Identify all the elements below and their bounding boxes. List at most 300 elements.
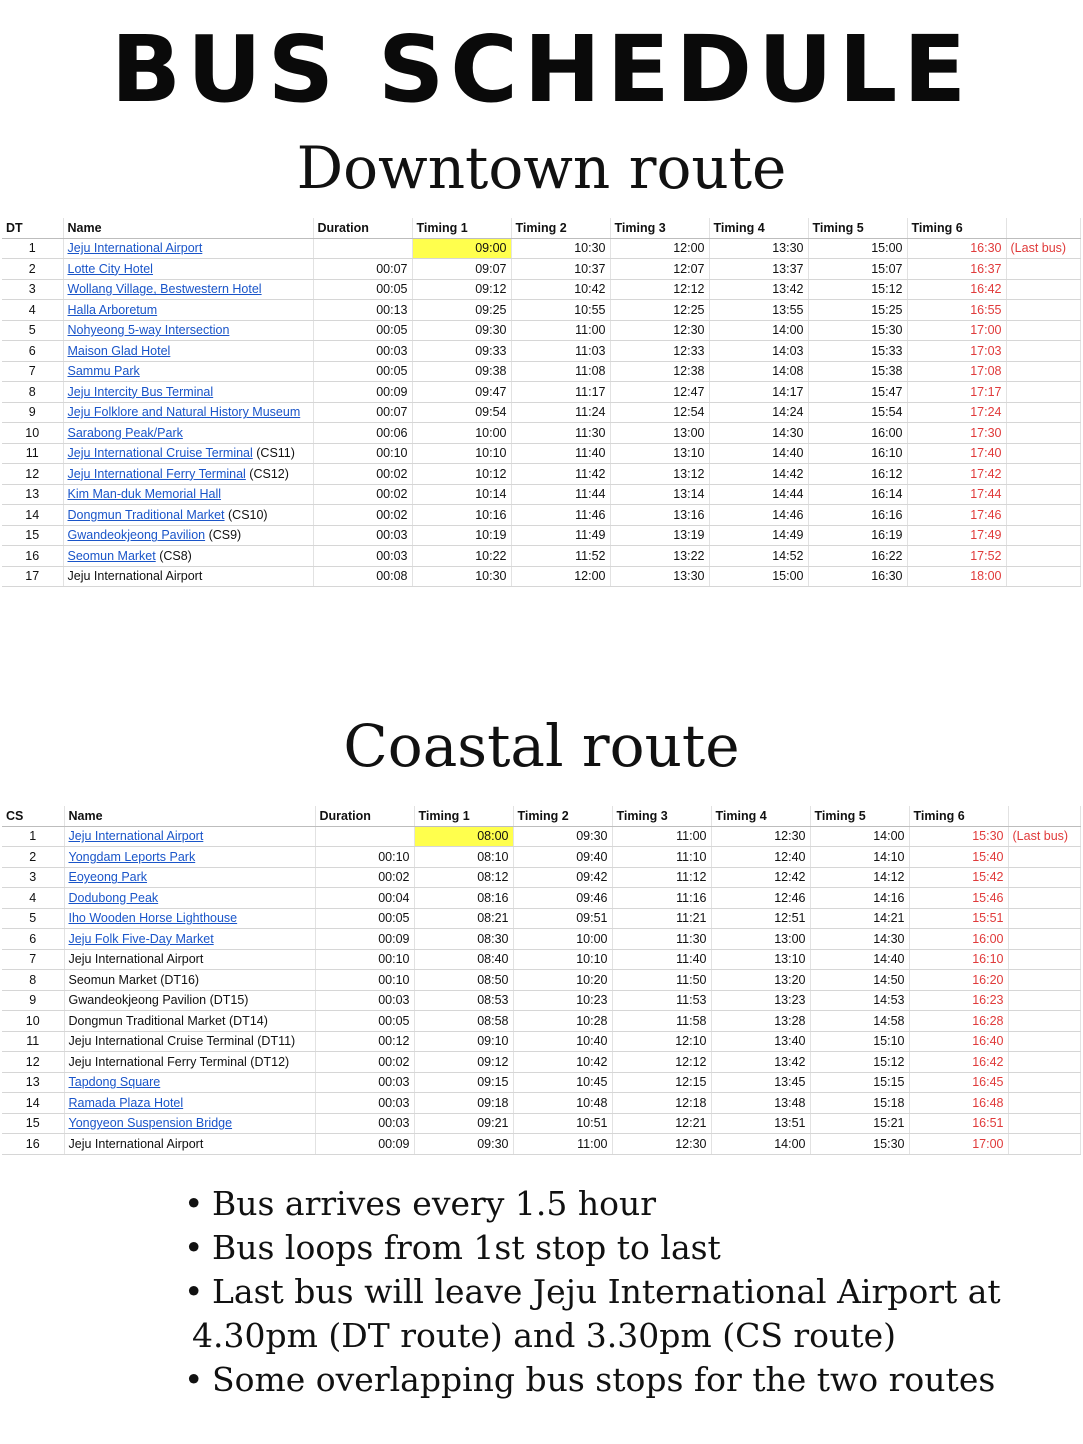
timing-cell: 17:42 bbox=[907, 464, 1006, 485]
stop-link[interactable]: Jeju Folk Five-Day Market bbox=[68, 931, 214, 946]
coastal-route-title: Coastal route bbox=[343, 712, 740, 780]
timing-cell: 12:33 bbox=[610, 341, 709, 362]
timing-cell: 10:20 bbox=[513, 970, 612, 991]
timing-cell: 14:30 bbox=[709, 423, 808, 444]
timing-cell: 13:23 bbox=[711, 990, 810, 1011]
stop-link[interactable]: Maison Glad Hotel bbox=[67, 343, 171, 358]
stop-link[interactable]: Tapdong Square bbox=[68, 1075, 161, 1090]
timing-cell: 13:10 bbox=[610, 443, 709, 464]
duration-cell: 00:05 bbox=[315, 1011, 414, 1032]
column-header-spacer bbox=[1008, 806, 1080, 826]
stop-name-cell bbox=[64, 1011, 315, 1032]
stop-link[interactable]: Jeju International Cruise Terminal bbox=[67, 446, 253, 461]
stop-name-cell bbox=[64, 888, 315, 909]
stop-name-cell bbox=[64, 867, 315, 888]
stop-link[interactable]: Wollang Village, Bestwestern Hotel bbox=[67, 282, 262, 297]
timing-cell: 16:12 bbox=[808, 464, 907, 485]
last-bus-note: (Last bus) bbox=[1008, 826, 1080, 847]
stop-name: Jeju International Cruise Terminal (DT11) bbox=[68, 1034, 296, 1049]
timing-cell: 12:12 bbox=[610, 279, 709, 300]
timing-cell: 14:24 bbox=[709, 402, 808, 423]
timing-cell: 10:00 bbox=[513, 929, 612, 950]
timing-cell: 13:40 bbox=[711, 1031, 810, 1052]
duration-cell: 00:10 bbox=[315, 970, 414, 991]
timing-cell: 10:42 bbox=[513, 1052, 612, 1073]
table-row bbox=[2, 847, 1080, 868]
duration-cell: 00:10 bbox=[315, 847, 414, 868]
column-header: Timing 2 bbox=[513, 806, 612, 826]
duration-cell: 00:12 bbox=[315, 1031, 414, 1052]
timing-cell: 13:37 bbox=[709, 259, 808, 280]
stop-link[interactable]: Yongyeon Suspension Bridge bbox=[68, 1116, 233, 1131]
timing-cell: 09:18 bbox=[414, 1093, 513, 1114]
timing-cell: 14:16 bbox=[810, 888, 909, 909]
timing-cell: 14:00 bbox=[711, 1134, 810, 1155]
stop-link[interactable]: Eoyeong Park bbox=[68, 870, 148, 885]
table-row bbox=[2, 1011, 1080, 1032]
stop-link[interactable]: Dongmun Traditional Market bbox=[67, 507, 225, 522]
duration-cell: 00:03 bbox=[315, 990, 414, 1011]
stop-code: (CS11) bbox=[252, 446, 295, 461]
timing-cell: 12:07 bbox=[610, 259, 709, 280]
timing-cell: 13:14 bbox=[610, 484, 709, 505]
timing-cell: 09:46 bbox=[513, 888, 612, 909]
empty-cell bbox=[1006, 382, 1080, 403]
timing-cell: 15:12 bbox=[810, 1052, 909, 1073]
timing-cell: 17:00 bbox=[907, 320, 1006, 341]
timing-cell: 13:55 bbox=[709, 300, 808, 321]
stop-number: 4 bbox=[2, 300, 63, 321]
timing-cell: 13:51 bbox=[711, 1113, 810, 1134]
table-row bbox=[2, 238, 1080, 259]
timing-cell: 17:40 bbox=[907, 443, 1006, 464]
column-header: Timing 2 bbox=[511, 218, 610, 238]
empty-cell bbox=[1006, 259, 1080, 280]
duration-cell: 00:02 bbox=[315, 1052, 414, 1073]
empty-cell bbox=[1008, 1113, 1080, 1134]
column-header: Duration bbox=[315, 806, 414, 826]
timing-cell: 10:42 bbox=[511, 279, 610, 300]
duration-cell: 00:03 bbox=[313, 525, 412, 546]
timing-cell: 14:53 bbox=[810, 990, 909, 1011]
timing-cell: 16:20 bbox=[909, 970, 1008, 991]
stop-link[interactable]: Nohyeong 5-way Intersection bbox=[67, 323, 230, 338]
stop-name-cell bbox=[64, 929, 315, 950]
timing-cell: 10:10 bbox=[513, 949, 612, 970]
stop-link[interactable]: Jeju Folklore and Natural History Museum bbox=[67, 405, 301, 420]
table-row bbox=[2, 259, 1080, 280]
timing-cell: 10:55 bbox=[511, 300, 610, 321]
empty-cell bbox=[1006, 566, 1080, 587]
timing-cell: 11:50 bbox=[612, 970, 711, 991]
timing-cell: 08:53 bbox=[414, 990, 513, 1011]
stop-number: 9 bbox=[2, 990, 64, 1011]
duration-cell: 00:09 bbox=[313, 382, 412, 403]
timing-cell: 16:28 bbox=[909, 1011, 1008, 1032]
timing-cell: 14:30 bbox=[810, 929, 909, 950]
stop-number: 5 bbox=[2, 320, 63, 341]
downtown-route-title: Downtown route bbox=[296, 134, 787, 202]
table-row bbox=[2, 1093, 1080, 1114]
timing-cell: 15:40 bbox=[909, 847, 1008, 868]
stop-name-cell bbox=[64, 970, 315, 991]
timing-cell: 13:42 bbox=[711, 1052, 810, 1073]
stop-link[interactable]: Kim Man-duk Memorial Hall bbox=[67, 487, 222, 502]
table-row bbox=[2, 970, 1080, 991]
timing-cell: 14:00 bbox=[709, 320, 808, 341]
column-header: Timing 1 bbox=[412, 218, 511, 238]
stop-name-cell bbox=[63, 238, 313, 259]
stop-name-cell bbox=[64, 1052, 315, 1073]
timing-cell: 11:40 bbox=[612, 949, 711, 970]
stop-number: 1 bbox=[2, 238, 63, 259]
coastal-schedule-table bbox=[2, 806, 1081, 1155]
timing-cell: 13:19 bbox=[610, 525, 709, 546]
timing-cell: 12:00 bbox=[610, 238, 709, 259]
stop-number: 17 bbox=[2, 566, 63, 587]
timing-cell: 09:12 bbox=[414, 1052, 513, 1073]
duration-cell: 00:06 bbox=[313, 423, 412, 444]
timing-cell: 10:23 bbox=[513, 990, 612, 1011]
stop-name: Gwandeokjeong Pavilion (DT15) bbox=[68, 993, 249, 1008]
timing-cell: 15:30 bbox=[810, 1134, 909, 1155]
table-row bbox=[2, 949, 1080, 970]
table-row bbox=[2, 279, 1080, 300]
timing-cell: 17:24 bbox=[907, 402, 1006, 423]
timing-cell: 14:49 bbox=[709, 525, 808, 546]
timing-cell: 09:51 bbox=[513, 908, 612, 929]
table-row bbox=[2, 525, 1080, 546]
empty-cell bbox=[1006, 423, 1080, 444]
column-header: Timing 4 bbox=[709, 218, 808, 238]
empty-cell bbox=[1008, 970, 1080, 991]
duration-cell: 00:13 bbox=[313, 300, 412, 321]
stop-link[interactable]: Sarabong Peak/Park bbox=[67, 425, 183, 440]
stop-number: 15 bbox=[2, 525, 63, 546]
duration-cell: 00:03 bbox=[313, 546, 412, 567]
empty-cell bbox=[1008, 888, 1080, 909]
stop-name-cell bbox=[64, 1093, 315, 1114]
timing-cell: 11:53 bbox=[612, 990, 711, 1011]
empty-cell bbox=[1006, 320, 1080, 341]
table-row bbox=[2, 1113, 1080, 1134]
timing-cell: 12:47 bbox=[610, 382, 709, 403]
timing-cell: 13:12 bbox=[610, 464, 709, 485]
timing-cell: 10:40 bbox=[513, 1031, 612, 1052]
stop-code: (CS9) bbox=[205, 528, 242, 543]
duration-cell: 00:02 bbox=[313, 484, 412, 505]
stop-name-cell bbox=[63, 505, 313, 526]
timing-cell: 12:54 bbox=[610, 402, 709, 423]
table-row bbox=[2, 423, 1080, 444]
empty-cell bbox=[1006, 443, 1080, 464]
timing-cell: 14:58 bbox=[810, 1011, 909, 1032]
timing-cell: 16:16 bbox=[808, 505, 907, 526]
table-row bbox=[2, 929, 1080, 950]
note-item: • Bus loops from 1st stop to last bbox=[184, 1226, 1064, 1270]
timing-cell: 15:25 bbox=[808, 300, 907, 321]
stop-name-cell bbox=[63, 259, 313, 280]
empty-cell bbox=[1008, 1072, 1080, 1093]
timing-cell: 16:37 bbox=[907, 259, 1006, 280]
stop-name-cell bbox=[63, 423, 313, 444]
stop-number: 6 bbox=[2, 929, 64, 950]
duration-cell: 00:10 bbox=[313, 443, 412, 464]
timing-cell: 11:46 bbox=[511, 505, 610, 526]
timing-cell: 11:42 bbox=[511, 464, 610, 485]
timing-cell: 09:38 bbox=[412, 361, 511, 382]
stop-number: 15 bbox=[2, 1113, 64, 1134]
stop-number: 8 bbox=[2, 382, 63, 403]
timing-cell: 15:15 bbox=[810, 1072, 909, 1093]
table-row bbox=[2, 484, 1080, 505]
timing-cell: 10:12 bbox=[412, 464, 511, 485]
stop-link[interactable]: Sammu Park bbox=[67, 364, 140, 379]
stop-link[interactable]: Yongdam Leports Park bbox=[68, 849, 196, 864]
stop-number: 13 bbox=[2, 1072, 64, 1093]
timing-cell: 14:10 bbox=[810, 847, 909, 868]
stop-code: (CS8) bbox=[155, 548, 192, 563]
timing-cell: 12:12 bbox=[612, 1052, 711, 1073]
stop-number: 13 bbox=[2, 484, 63, 505]
timing-cell: 10:14 bbox=[412, 484, 511, 505]
stop-link[interactable]: Lotte City Hotel bbox=[67, 261, 153, 276]
timing-cell: 10:16 bbox=[412, 505, 511, 526]
timing-cell: 12:40 bbox=[711, 847, 810, 868]
timing-cell: 12:25 bbox=[610, 300, 709, 321]
stop-name-cell bbox=[63, 546, 313, 567]
timing-cell: 12:38 bbox=[610, 361, 709, 382]
timing-cell: 11:58 bbox=[612, 1011, 711, 1032]
timing-cell: 09:42 bbox=[513, 867, 612, 888]
timing-cell: 11:00 bbox=[612, 826, 711, 847]
timing-cell: 16:10 bbox=[808, 443, 907, 464]
timing-cell: 12:30 bbox=[711, 826, 810, 847]
timing-cell: 11:30 bbox=[511, 423, 610, 444]
timing-cell: 09:54 bbox=[412, 402, 511, 423]
stop-link[interactable]: Iho Wooden Horse Lighthouse bbox=[68, 911, 238, 926]
empty-cell bbox=[1008, 1134, 1080, 1155]
stop-name-cell bbox=[64, 990, 315, 1011]
timing-cell: 16:00 bbox=[909, 929, 1008, 950]
stop-name-cell bbox=[64, 1031, 315, 1052]
stop-number: 3 bbox=[2, 867, 64, 888]
timing-cell: 09:07 bbox=[412, 259, 511, 280]
table-row bbox=[2, 464, 1080, 485]
timing-cell: 11:21 bbox=[612, 908, 711, 929]
stop-link[interactable]: Seomun Market bbox=[67, 548, 156, 563]
stop-link[interactable]: Gwandeokjeong Pavilion bbox=[67, 528, 206, 543]
timing-cell: 17:44 bbox=[907, 484, 1006, 505]
stop-name-cell bbox=[63, 484, 313, 505]
timing-cell: 09:15 bbox=[414, 1072, 513, 1093]
timing-cell: 08:50 bbox=[414, 970, 513, 991]
timing-cell: 16:42 bbox=[907, 279, 1006, 300]
timing-cell: 11:49 bbox=[511, 525, 610, 546]
timing-cell: 08:10 bbox=[414, 847, 513, 868]
stop-name-cell bbox=[64, 847, 315, 868]
timing-cell: 16:22 bbox=[808, 546, 907, 567]
stop-name-cell bbox=[63, 382, 313, 403]
timing-cell: 12:00 bbox=[511, 566, 610, 587]
timing-cell: 16:48 bbox=[909, 1093, 1008, 1114]
stop-link[interactable]: Jeju International Airport bbox=[68, 829, 204, 844]
stop-link[interactable]: Jeju Intercity Bus Terminal bbox=[67, 384, 214, 399]
note-item: • Last bus will leave Jeju International Airport at bbox=[184, 1270, 1064, 1314]
stop-number: 5 bbox=[2, 908, 64, 929]
bullet-icon: • bbox=[184, 1228, 204, 1267]
timing-cell: 16:55 bbox=[907, 300, 1006, 321]
timing-cell: 13:30 bbox=[709, 238, 808, 259]
bullet-icon: • bbox=[184, 1272, 204, 1311]
column-header: Timing 5 bbox=[808, 218, 907, 238]
stop-number: 16 bbox=[2, 546, 63, 567]
timing-cell: 16:00 bbox=[808, 423, 907, 444]
table-row bbox=[2, 1031, 1080, 1052]
duration-cell: 00:03 bbox=[315, 1072, 414, 1093]
timing-cell: 14:21 bbox=[810, 908, 909, 929]
duration-cell bbox=[313, 238, 412, 259]
duration-cell: 00:02 bbox=[315, 867, 414, 888]
table-row bbox=[2, 320, 1080, 341]
timing-cell: 09:30 bbox=[414, 1134, 513, 1155]
column-header: Name bbox=[64, 806, 315, 826]
timing-cell: 15:07 bbox=[808, 259, 907, 280]
duration-cell: 00:08 bbox=[313, 566, 412, 587]
empty-cell bbox=[1008, 1052, 1080, 1073]
table-row bbox=[2, 341, 1080, 362]
duration-cell: 00:05 bbox=[313, 361, 412, 382]
timing-cell: 16:14 bbox=[808, 484, 907, 505]
timing-cell: 14:12 bbox=[810, 867, 909, 888]
column-header: Duration bbox=[313, 218, 412, 238]
timing-cell: 12:30 bbox=[610, 320, 709, 341]
timing-cell: 15:33 bbox=[808, 341, 907, 362]
table-header-row bbox=[2, 806, 1080, 826]
timing-cell: 16:30 bbox=[907, 238, 1006, 259]
table-row bbox=[2, 546, 1080, 567]
stop-number: 12 bbox=[2, 464, 63, 485]
timing-cell: 12:42 bbox=[711, 867, 810, 888]
timing-cell: 12:10 bbox=[612, 1031, 711, 1052]
stop-number: 10 bbox=[2, 1011, 64, 1032]
timing-cell: 14:42 bbox=[709, 464, 808, 485]
column-header: Timing 4 bbox=[711, 806, 810, 826]
stop-name-cell bbox=[63, 402, 313, 423]
stop-number: 2 bbox=[2, 259, 63, 280]
timing-cell: 13:45 bbox=[711, 1072, 810, 1093]
stop-number: 2 bbox=[2, 847, 64, 868]
timing-cell: 16:10 bbox=[909, 949, 1008, 970]
timing-cell: 18:00 bbox=[907, 566, 1006, 587]
column-header: CS bbox=[2, 806, 64, 826]
timing-cell: 10:22 bbox=[412, 546, 511, 567]
timing-cell: 09:33 bbox=[412, 341, 511, 362]
timing-cell: 16:42 bbox=[909, 1052, 1008, 1073]
duration-cell: 00:02 bbox=[313, 505, 412, 526]
timing-cell: 12:30 bbox=[612, 1134, 711, 1155]
duration-cell: 00:07 bbox=[313, 402, 412, 423]
timing-cell: 09:30 bbox=[412, 320, 511, 341]
duration-cell: 00:07 bbox=[313, 259, 412, 280]
timing-cell: 14:50 bbox=[810, 970, 909, 991]
timing-cell: 15:38 bbox=[808, 361, 907, 382]
duration-cell bbox=[315, 826, 414, 847]
stop-number: 12 bbox=[2, 1052, 64, 1073]
stop-name: Seomun Market (DT16) bbox=[68, 972, 200, 987]
timing-cell: 11:00 bbox=[513, 1134, 612, 1155]
empty-cell bbox=[1008, 908, 1080, 929]
timing-cell: 08:40 bbox=[414, 949, 513, 970]
duration-cell: 00:02 bbox=[313, 464, 412, 485]
stop-name-cell bbox=[64, 826, 315, 847]
column-header: Timing 6 bbox=[909, 806, 1008, 826]
timing-cell: 10:30 bbox=[412, 566, 511, 587]
stop-name-cell bbox=[64, 1072, 315, 1093]
stop-link[interactable]: Halla Arboretum bbox=[67, 302, 158, 317]
table-row bbox=[2, 867, 1080, 888]
stop-name-cell bbox=[63, 566, 313, 587]
timing-cell: 15:10 bbox=[810, 1031, 909, 1052]
stop-link[interactable]: Ramada Plaza Hotel bbox=[68, 1095, 184, 1110]
timing-cell: 15:30 bbox=[909, 826, 1008, 847]
timing-cell: 09:40 bbox=[513, 847, 612, 868]
duration-cell: 00:05 bbox=[313, 279, 412, 300]
timing-cell: 15:46 bbox=[909, 888, 1008, 909]
timing-cell: 16:51 bbox=[909, 1113, 1008, 1134]
duration-cell: 00:09 bbox=[315, 929, 414, 950]
duration-cell: 00:09 bbox=[315, 1134, 414, 1155]
empty-cell bbox=[1006, 546, 1080, 567]
stop-name-cell bbox=[64, 949, 315, 970]
timing-cell: 10:28 bbox=[513, 1011, 612, 1032]
timing-cell: 08:12 bbox=[414, 867, 513, 888]
timing-cell: 14:46 bbox=[709, 505, 808, 526]
empty-cell bbox=[1008, 949, 1080, 970]
stop-link[interactable]: Jeju International Ferry Terminal bbox=[67, 466, 246, 481]
timing-cell: 17:46 bbox=[907, 505, 1006, 526]
column-header: Timing 5 bbox=[810, 806, 909, 826]
last-bus-note: (Last bus) bbox=[1006, 238, 1080, 259]
timing-cell: 14:03 bbox=[709, 341, 808, 362]
duration-cell: 00:03 bbox=[313, 341, 412, 362]
empty-cell bbox=[1008, 1093, 1080, 1114]
table-header-row bbox=[2, 218, 1080, 238]
timing-cell: 11:40 bbox=[511, 443, 610, 464]
timing-cell: 17:49 bbox=[907, 525, 1006, 546]
stop-name: Jeju International Airport bbox=[68, 952, 204, 967]
empty-cell bbox=[1008, 867, 1080, 888]
empty-cell bbox=[1006, 341, 1080, 362]
timing-cell: 08:16 bbox=[414, 888, 513, 909]
stop-link[interactable]: Dodubong Peak bbox=[68, 890, 159, 905]
stop-link[interactable]: Jeju International Airport bbox=[67, 241, 203, 256]
timing-cell: 14:44 bbox=[709, 484, 808, 505]
timing-cell: 17:00 bbox=[909, 1134, 1008, 1155]
timing-cell: 14:40 bbox=[709, 443, 808, 464]
stop-number: 14 bbox=[2, 505, 63, 526]
stop-name-cell bbox=[63, 525, 313, 546]
table-row bbox=[2, 826, 1080, 847]
stop-number: 1 bbox=[2, 826, 64, 847]
empty-cell bbox=[1008, 1011, 1080, 1032]
table-row bbox=[2, 908, 1080, 929]
timing-cell: 13:48 bbox=[711, 1093, 810, 1114]
stop-name-cell bbox=[64, 1113, 315, 1134]
empty-cell bbox=[1006, 464, 1080, 485]
note-item: • Bus arrives every 1.5 hour bbox=[184, 1182, 1064, 1226]
empty-cell bbox=[1006, 402, 1080, 423]
